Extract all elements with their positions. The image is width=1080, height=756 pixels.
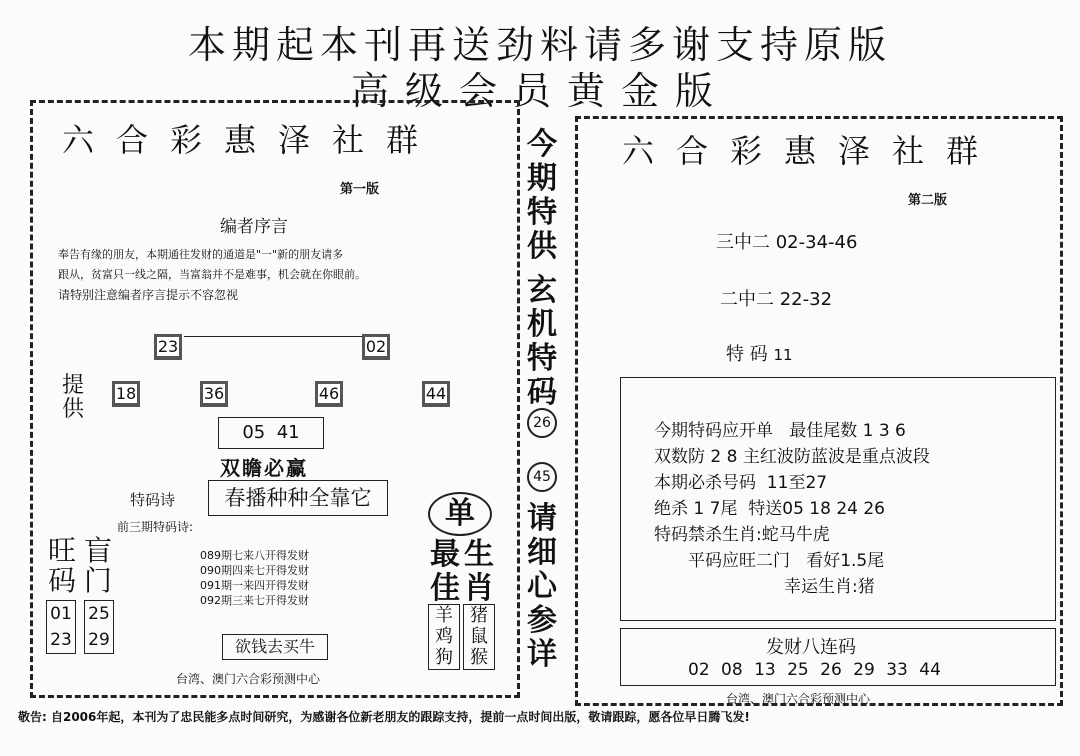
- mang-label: 盲 门: [84, 534, 113, 597]
- pick-box: 05 41: [218, 417, 324, 449]
- history-item: 091期一来四开得发财: [200, 579, 309, 592]
- circle-number-2: 45: [527, 462, 557, 492]
- provide-label: 提 供: [62, 373, 85, 422]
- left-panel-title: 六合彩惠泽社群: [62, 121, 441, 159]
- history-list: [200, 548, 309, 608]
- preface-line-2: 跟从，贫富只一线之隔，当富翁并不是难事，机会就在你眼前。: [58, 268, 366, 281]
- poem-label: 特码诗: [130, 491, 176, 509]
- history-item: 090期四来七开得发财: [200, 564, 309, 577]
- preface-line-1: 奉告有缘的朋友，本期通往发财的通道是"一"新的朋友请多: [58, 248, 344, 261]
- zodiac-box-a: 羊 鸡 狗: [428, 604, 460, 670]
- tip-line: 幸运生肖:猪: [784, 577, 875, 597]
- ball-mid-1: 18: [112, 381, 140, 407]
- left-edition: 第一版: [340, 182, 380, 197]
- header-line-1: 本期起本刊再送劲料请多谢支持原版: [187, 23, 892, 67]
- prev-poem-label: 前三期特码诗:: [117, 520, 194, 534]
- zodiac-label: 生 肖: [464, 537, 494, 606]
- te-ma: 特 码 11: [726, 344, 793, 365]
- ball-top-1: 23: [154, 334, 182, 360]
- poem-box: 春播种种全靠它: [208, 480, 388, 516]
- double-win: 双瞻必赢: [220, 456, 308, 480]
- right-edition: 第二版: [908, 193, 948, 208]
- wang-label: 旺 码: [48, 534, 77, 597]
- ball-mid-4: 44: [422, 381, 450, 407]
- slogan-box: 欲钱去买牛: [222, 634, 328, 660]
- bottom-note: 敬告: 自2006年起，本刊为了忠民能多点时间研究，为感谢各位新老朋友的跟踪支持，提前一点时间出版，敬请跟踪，愿各位早日腾飞发!: [18, 710, 750, 724]
- san-zhong-er: 三中二 02-34-46: [716, 232, 858, 253]
- wang-nums: 01 23: [46, 600, 76, 654]
- history-item: 089期七来八开得发财: [200, 549, 309, 562]
- tip-line: 本期必杀号码 11至27: [654, 473, 828, 493]
- ball-top-2: 02: [362, 334, 390, 360]
- fortune-title: 发财八连码: [766, 637, 856, 658]
- ball-mid-2: 36: [200, 381, 228, 407]
- preface-text: [58, 245, 488, 285]
- right-footer: 台湾、澳门六合彩预测中心: [726, 692, 871, 706]
- left-footer: 台湾、澳门六合彩预测中心: [176, 672, 321, 686]
- connector-line: [184, 336, 364, 337]
- middle-col-1: 今 期 特 供: [527, 127, 557, 264]
- dan-oval: 单: [428, 492, 492, 536]
- fortune-numbers: 02 08 13 25 26 29 33 44: [688, 660, 941, 680]
- tip-line: 平码应旺二门 看好1.5尾: [688, 551, 885, 571]
- er-zhong-er: 二中二 22-32: [720, 289, 833, 310]
- best-label: 最 佳: [430, 537, 460, 606]
- tip-line: 绝杀 1 7尾 特送05 18 24 26: [654, 499, 885, 519]
- middle-col-3: 请 细 心 参 详: [527, 501, 557, 672]
- preface-note: 请特别注意编者序言提示不容忽视: [58, 288, 239, 302]
- zodiac-box-b: 猪 鼠 猴: [463, 604, 495, 670]
- ball-mid-3: 46: [315, 381, 343, 407]
- middle-col-2: 玄 机 特 码: [527, 273, 557, 410]
- circle-number-1: 26: [527, 408, 557, 438]
- tip-line: 双数防 2 8 主红波防蓝波是重点波段: [654, 447, 930, 467]
- header-line-2: 高级会员黄金版: [350, 69, 729, 113]
- history-item: 092期三来七开得发财: [200, 594, 309, 607]
- right-panel-title: 六合彩惠泽社群: [622, 132, 1001, 170]
- mang-nums: 25 29: [84, 600, 114, 654]
- tip-line: 今期特码应开单 最佳尾数 1 3 6: [654, 421, 906, 441]
- preface-title: 编者序言: [220, 217, 288, 237]
- tip-line: 特码禁杀生肖:蛇马牛虎: [654, 525, 830, 545]
